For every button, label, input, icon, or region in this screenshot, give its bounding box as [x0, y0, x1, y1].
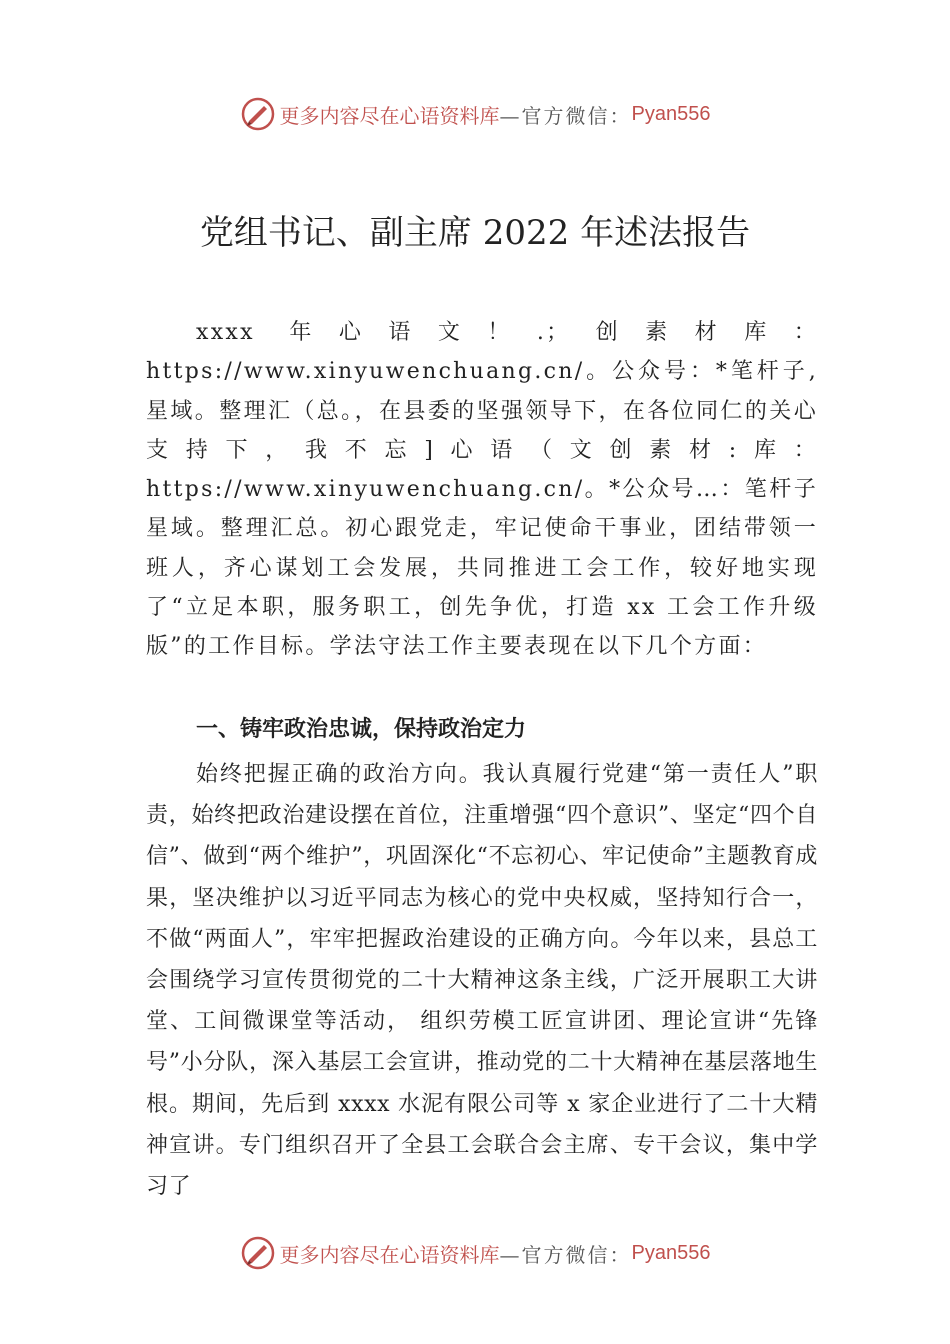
- header-watermark-banner: [0, 92, 950, 136]
- section-body-paragraph: 始终把握正确的政治方向。我认真履行党建“第一责任人”职责，始终把政治建设摆在首位，注重增强“四个意识”、坚定“四个自信”、做到“两个维护”，巩固深化“不忘初心、牢记使命”主题教育成果，坚决维护以习近平同志为核心的党中央权威，坚持知行合一，不做“两面人”，牢牢把握政治建设的正确方向。今年以来，县总工会围绕学习宣传贯彻党的二十大精神这条主线，广泛开展职工大讲堂、工间微课堂等活动， 组织劳模工匠宣讲团、理论宣讲“先锋号”小分队，深入基层工会宣讲，推动党的二十大精神在基层落地生根。期间，先后到 xxxx 水泥有限公司等 x 家企业进行了二十大精神宣讲。专门组织召开了全县工会联合会主席、专干会议，集中学习了: [146, 762, 818, 1200]
- banner-wechat-id: Pyan556: [631, 102, 711, 125]
- footer-watermark-banner: [0, 1231, 950, 1275]
- banner-separator-text: —官方微信：: [499, 103, 632, 128]
- banner-main-text: 更多内容尽在心语资料库: [279, 103, 500, 128]
- document-title: 党组书记、副主席 2022 年述法报告: [199, 213, 751, 253]
- banner-main-text: 更多内容尽在心语资料库: [279, 1242, 500, 1267]
- banner-separator-text: —官方微信：: [499, 1242, 632, 1267]
- pen-in-circle-logo: [240, 96, 276, 132]
- intro-paragraph: xxxx 年心语文！.；创素材库：https://www.xinyuwenchuang.cn/。公众号：*笔杆子,星域。整理汇（总。，在县委的坚强领导下，在各位同仁的关心支持下，我不忘]心语（文创素材:库：https://www.xinyuwenchuang.cn/。*公众号…：笔杆子星域。整理汇总。初心跟党走，牢记使命干事业，团结带领一班人，齐心谋划工会发展，共同推进工会工作，较好地实现了“立足本职，服务职工，创先争优，打造 xx 工会工作升级版”的工作目标。学法守法工作主要表现在以下几个方面：: [146, 320, 818, 660]
- section-heading: 一、铸牢政治忠诚，保持政治定力: [196, 717, 527, 742]
- banner-wechat-id: Pyan556: [631, 1241, 711, 1264]
- pen-in-circle-logo: [240, 1235, 276, 1271]
